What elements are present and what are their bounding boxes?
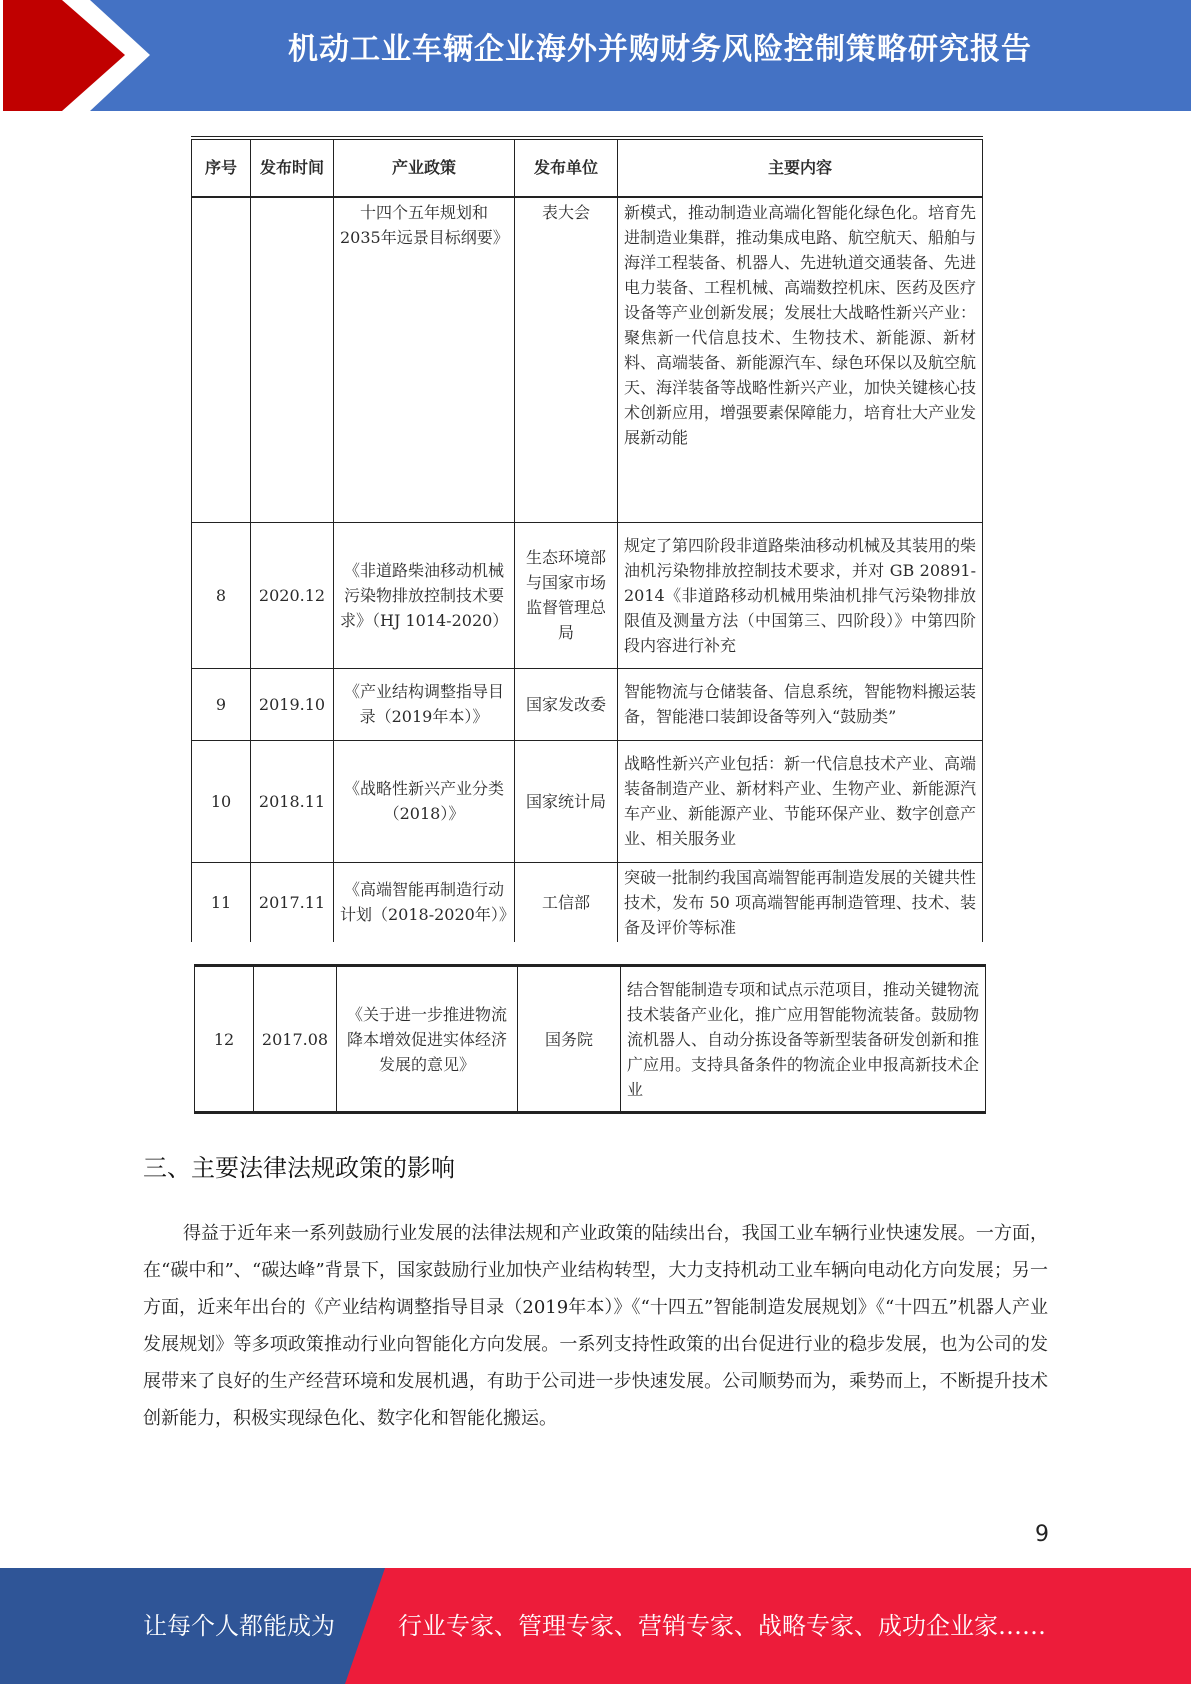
cell-policy: 《产业结构调整指导目录（2019年本）》	[334, 668, 515, 740]
cell-content: 战略性新兴产业包括：新一代信息技术产业、高端装备制造产业、新材料产业、生物产业、新能源汽车产业、新能源产业、节能环保产业、数字创意产业、相关服务业	[618, 740, 983, 862]
body-paragraph: 得益于近年来一系列鼓励行业发展的法律法规和产业政策的陆续出台，我国工业车辆行业快速发展。一方面，在“碳中和”、“碳达峰”背景下，国家鼓励行业加快产业结构转型，大力支持机动工业车辆向电动化方向发展；另一方面，近来年出台的《产业结构调整指导目录（2019年本）》《“十四五”智能制造发展规划》《“十四五”机器人产业发展规划》等多项政策推动行业向智能化方向发展。一系列支持性政策的出台促进行业的稳步发展，也为公司的发展带来了良好的生产经营环境和发展机遇，有助于公司进一步快速发展。公司顺势而为，乘势而上，不断提升技术创新能力，积极实现绿色化、数字化和智能化搬运。	[143, 1223, 1048, 1429]
cell-unit: 国家发改委	[515, 668, 618, 740]
table-row	[192, 668, 983, 740]
cell-no	[192, 197, 251, 522]
cell-no: 11	[192, 862, 251, 942]
col-header-date: 发布时间	[251, 138, 334, 197]
col-header-policy: 产业政策	[334, 138, 515, 197]
cell-date: 2018.11	[251, 740, 334, 862]
cell-date: 2017.08	[254, 966, 337, 1113]
table-header-row	[192, 138, 983, 197]
section-heading: 三、主要法律法规政策的影响	[143, 1154, 455, 1182]
table-row	[192, 862, 983, 942]
cell-content: 结合智能制造专项和试点示范项目，推动关键物流技术装备产业化，推广应用智能物流装备。鼓励物流机器人、自动分拣设备等新型装备研发创新和推广应用。支持具备条件的物流企业申报高新技术企业	[621, 966, 986, 1113]
page-footer	[0, 1568, 1191, 1684]
cell-policy: 《战略性新兴产业分类（2018）》	[334, 740, 515, 862]
cell-date: 2017.11	[251, 862, 334, 942]
footer-slogan-left: 让每个人都能成为	[143, 1612, 335, 1640]
cell-no: 9	[192, 668, 251, 740]
cell-unit: 工信部	[515, 862, 618, 942]
table-row	[192, 740, 983, 862]
table-row	[195, 966, 986, 1113]
cell-date: 2020.12	[251, 522, 334, 668]
cell-policy: 十四个五年规划和2035年远景目标纲要》	[334, 197, 515, 522]
cell-policy: 《非道路柴油移动机械污染物排放控制技术要求》（HJ 1014-2020）	[334, 522, 515, 668]
cell-content: 智能物流与仓储装备、信息系统，智能物料搬运装备，智能港口装卸设备等列入“鼓励类”	[618, 668, 983, 740]
policy-table-continued	[194, 964, 986, 1114]
cell-content: 新模式，推动制造业高端化智能化绿色化。培育先进制造业集群，推动集成电路、航空航天、船舶与海洋工程装备、机器人、先进轨道交通装备、先进电力装备、工程机械、高端数控机床、医药及医疗设备等产业创新发展；发展壮大战略性新兴产业：聚焦新一代信息技术、生物技术、新能源、新材料、高端装备、新能源汽车、绿色环保以及航空航天、海洋装备等战略性新兴产业，加快关键核心技术创新应用，增强要素保障能力，培育壮大产业发展新动能	[618, 197, 983, 522]
cell-date: 2019.10	[251, 668, 334, 740]
cell-no: 8	[192, 522, 251, 668]
cell-unit: 国务院	[518, 966, 621, 1113]
table-row	[192, 522, 983, 668]
cell-policy: 《关于进一步推进物流降本增效促进实体经济发展的意见》	[337, 966, 518, 1113]
cell-no: 10	[192, 740, 251, 862]
footer-slogan-right: 行业专家、管理专家、营销专家、战略专家、成功企业家……	[398, 1612, 1046, 1640]
cell-unit: 国家统计局	[515, 740, 618, 862]
cell-no: 12	[195, 966, 254, 1113]
table-row	[192, 197, 983, 522]
cell-content: 突破一批制约我国高端智能再制造发展的关键共性技术，发布 50 项高端智能再制造管理、技术、装备及评价等标准	[618, 862, 983, 942]
policy-table	[191, 136, 983, 942]
cell-content: 规定了第四阶段非道路柴油移动机械及其装用的柴油机污染物排放控制技术要求，并对 GB 20891-2014《非道路移动机械用柴油机排气污染物排放限值及测量方法（中国第三、四阶段）》中第四阶段内容进行补充	[618, 522, 983, 668]
page-header	[0, 0, 1191, 111]
cell-policy: 《高端智能再制造行动计划（2018-2020年）》	[334, 862, 515, 942]
col-header-content: 主要内容	[618, 138, 983, 197]
document-title: 机动工业车辆企业海外并购财务风险控制策略研究报告	[288, 32, 1032, 67]
cell-date	[251, 197, 334, 522]
col-header-unit: 发布单位	[515, 138, 618, 197]
cell-unit: 生态环境部与国家市场监督管理总局	[515, 522, 618, 668]
cell-unit: 表大会	[515, 197, 618, 522]
col-header-no: 序号	[192, 138, 251, 197]
page-number: 9	[1035, 1522, 1049, 1547]
